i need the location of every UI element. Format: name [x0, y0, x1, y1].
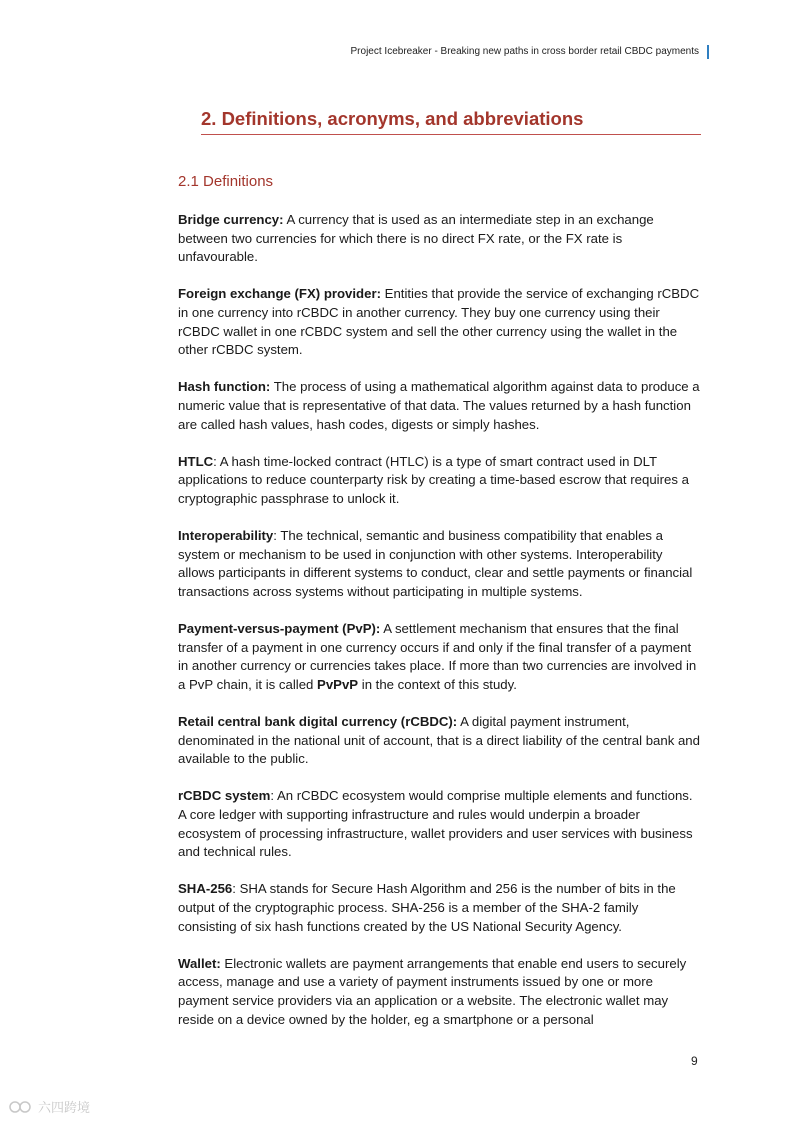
- definition-item: [178, 955, 700, 1029]
- definition-text: A settlement mechanism that ensures that the final transfer of a payment in one currency occurs if and only if the final transfer of a payment in another currency or currencies takes place. If more than two currencies are involved in a PvP chain, it is called: [178, 621, 697, 692]
- definition-term: Retail central bank digital currency (rCBDC):: [178, 714, 458, 730]
- definition-item: [178, 713, 700, 769]
- definition-term: Bridge currency:: [178, 212, 284, 227]
- definition-term: Interoperability: [178, 528, 274, 544]
- definition-item: [178, 211, 700, 267]
- definition-term: Wallet:: [178, 955, 221, 971]
- definition-item: [178, 378, 700, 434]
- definition-term: SHA-256: [178, 881, 233, 897]
- definition-term: Payment-versus-payment (PvP):: [178, 621, 381, 637]
- definition-term: HTLC: [178, 453, 214, 469]
- definition-item: [178, 787, 700, 861]
- definitions-list: [178, 211, 700, 1048]
- definition-term: Foreign exchange (FX) provider:: [178, 286, 381, 302]
- definition-text: : The technical, semantic and business compatibility that enables a system or mechanism to be used in conjunction with other systems. Interoperability allows participants in different systems to conduct, clear and settle payments or financial transactions across systems without participating in multiple systems.: [178, 528, 693, 599]
- definition-text: The process of using a mathematical algorithm against data to produce a numeric value that is representative of that data. The values returned by a hash function are called hash values, hash codes, digests or simply hashes.: [178, 379, 700, 432]
- definition-term: Hash function:: [178, 379, 271, 395]
- running-header: Project Icebreaker - Breaking new paths in cross border retail CBDC payments: [350, 46, 699, 57]
- definition-item: [178, 285, 700, 359]
- definition-item: [178, 620, 700, 694]
- header-accent-bar: [707, 45, 709, 59]
- definition-text: : A hash time-locked contract (HTLC) is a type of smart contract used in DLT applications to reduce counterparty risk by creating a time-based escrow that requires a cryptographic passphrase to unlock it.: [178, 453, 689, 506]
- definition-text: A digital payment instrument, denominated in the national unit of account, that is a direct liability of the central bank and available to the public.: [178, 714, 700, 767]
- definition-text: : SHA stands for Secure Hash Algorithm and 256 is the number of bits in the output of the cryptographic process. SHA-256 is a member of the SHA-2 family consisting of six hash functions created by the US National Security Agency.: [178, 881, 676, 934]
- watermark: [8, 1097, 90, 1116]
- definition-term: rCBDC system: [178, 788, 271, 804]
- definition-item: [178, 453, 700, 509]
- definition-item: [178, 527, 700, 601]
- definition-item: [178, 880, 700, 936]
- definition-text: A currency that is used as an intermediate step in an exchange between two currencies for which there is no direct FX rate, or the FX rate is unfavourable.: [178, 212, 654, 265]
- definition-text-continued: in the context of this study.: [358, 676, 517, 692]
- watermark-logo-icon: [8, 1100, 34, 1114]
- definition-text: : An rCBDC ecosystem would comprise multiple elements and functions. A core ledger with supporting infrastructure and rules would underpin a broader ecosystem of processing infrastructure, wallet providers and user services with business and technical rules.: [178, 788, 693, 860]
- section-title: 2.1 Definitions: [178, 173, 274, 190]
- chapter-title: 2. Definitions, acronyms, and abbreviations: [201, 108, 701, 135]
- definition-text: Electronic wallets are payment arrangements that enable end users to securely access, manage and use a variety of payment instruments issued by one or more payment service providers via an application or a website. The electronic wallet may reside on a device owned by the holder, eg a smartphone or a personal: [178, 955, 687, 1027]
- watermark-text: 六四跨境: [38, 1100, 91, 1115]
- page-number: 9: [691, 1054, 698, 1068]
- definition-text: Entities that provide the service of exchanging rCBDC in one currency into rCBDC in another currency. They buy one currency using their rCBDC wallet in one rCBDC system and sell the other currency using the wallet in the other rCBDC system.: [178, 286, 700, 358]
- definition-emphasis: PvPvP: [317, 676, 359, 692]
